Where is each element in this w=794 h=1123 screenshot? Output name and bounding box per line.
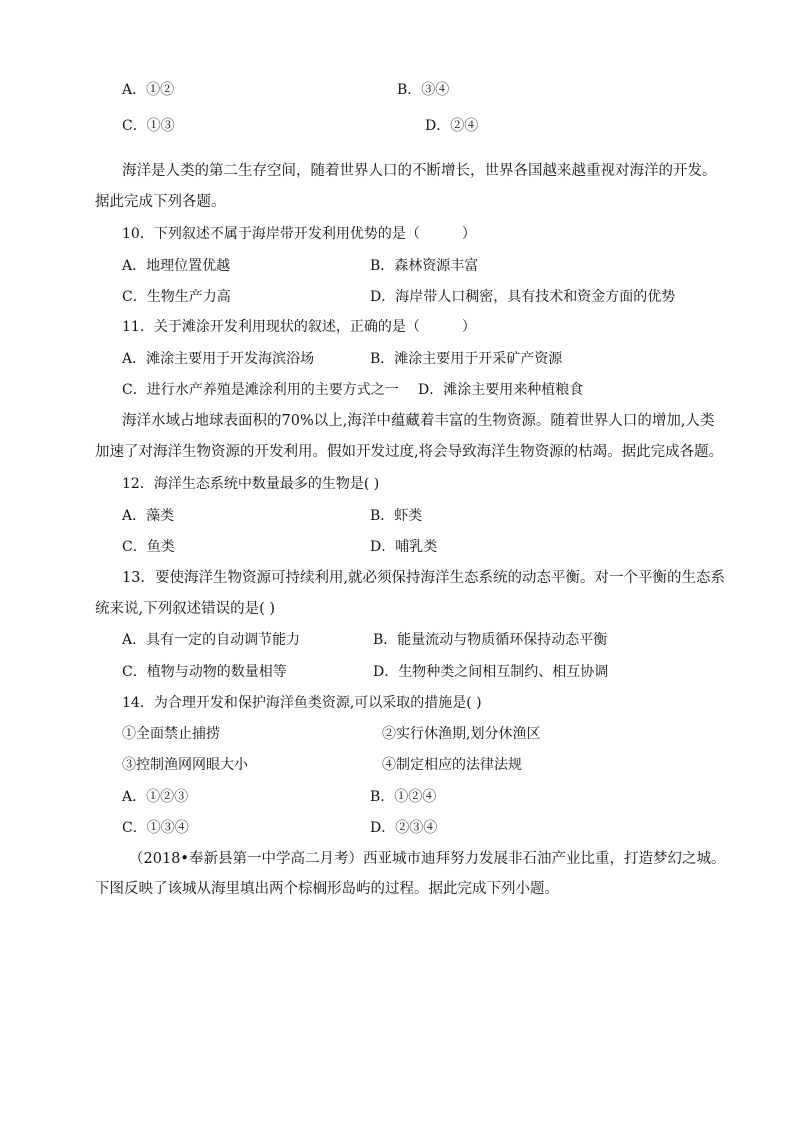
q9-option-d: D．②④ [425, 118, 479, 134]
q9-option-a: A．①② [122, 82, 175, 98]
q9-option-b: B．③④ [397, 82, 450, 98]
q9-option-c: C．①③ [122, 118, 175, 134]
